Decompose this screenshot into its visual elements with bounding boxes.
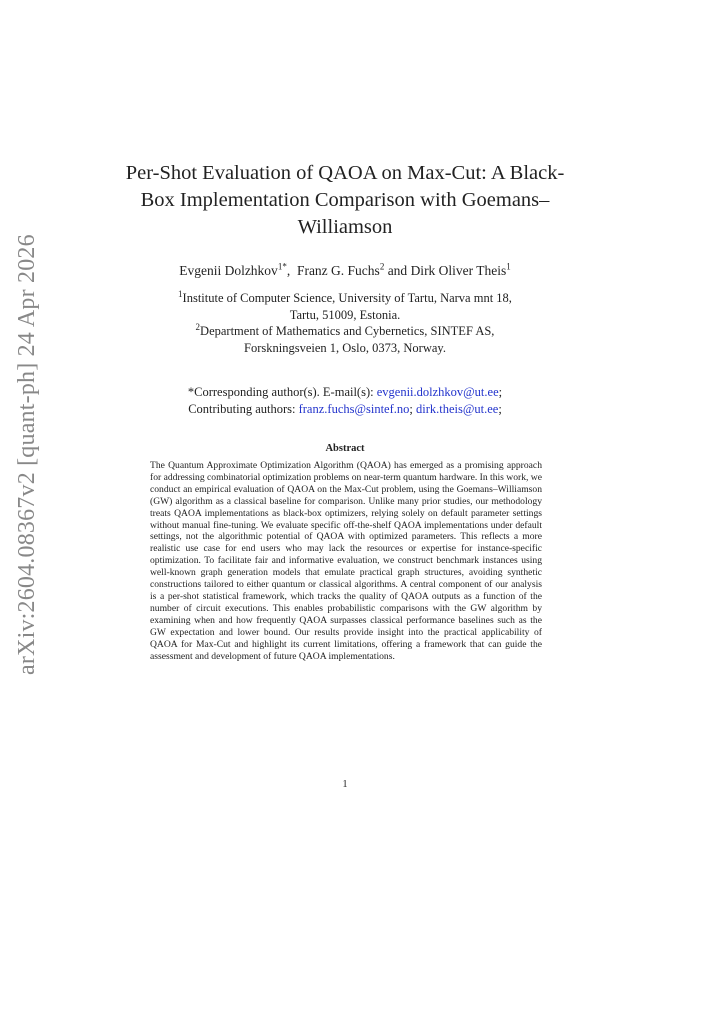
author-separator: and <box>384 263 411 278</box>
abstract-text: The Quantum Approximate Optimization Algorithm (QAOA) has emerged as a promising approach for addressing combinatorial optimization problems on near-term quantum hardware. In this work, we conduct an empirical evaluation of QAOA on the Max-Cut problem, using the Goemans–Williamson (GW) algorithm as a classical baseline for comparison. Unlike many prior studies, our methodology treats QAOA implementations as black-box optimizers, relying solely on default parameter settings without manual fine-tuning. We evaluate specific off-the-shelf QAOA implementations under default settings, not the algorithmic potential of QAOA with optimized parameters. This reflects a more realistic use case for end users who may lack the resources or expertise for instance-specific optimization. To facilitate fair and informative evaluation, we construct benchmark instances using well-known graph generation models that emulate practical graph structures, avoiding synthetic constructions tailored to either quantum or classical algorithms. A central component of our analysis is a per-shot statistical framework, which tracks the quality of QAOA outputs as a function of the number of circuit executions. This enables probabilistic comparisons with the GW algorithm by examining when and how frequently QAOA surpasses classical performance baselines such as the GW expectation and lower bound. Our results provide insight into the practical applicability of QAOA for Max-Cut and highlight its current limitations, offering a framework that can guide the assessment and development of future QAOA implementations. <box>150 460 542 662</box>
page-number: 1 <box>342 779 348 790</box>
corresponding-line <box>130 384 560 401</box>
affiliation-line: Tartu, 51009, Estonia. <box>289 307 401 322</box>
author-name: Franz G. Fuchs <box>296 263 380 278</box>
email-link[interactable]: evgenii.dolzhkov@ut.ee <box>376 385 499 399</box>
affil-mark: 2 <box>195 321 201 332</box>
affiliation-text: Institute of Computer Science, University of Tartu, Narva mnt 18, <box>182 291 512 305</box>
punct: ; <box>498 385 503 399</box>
email-link[interactable]: franz.fuchs@sintef.no <box>298 401 410 416</box>
author-affil-mark: 2 <box>379 261 385 272</box>
affil-mark: 1 <box>178 288 183 299</box>
abstract-heading: Abstract <box>325 443 365 454</box>
email-link[interactable]: dirk.theis@ut.ee <box>416 401 499 416</box>
author-name: Evgenii Dolzhkov <box>179 263 278 278</box>
corresponding-label: *Corresponding author(s). E-mail(s): <box>187 385 377 399</box>
affiliations <box>130 290 560 356</box>
affiliation-line <box>130 290 560 307</box>
punct: ; <box>409 401 416 416</box>
correspondence <box>130 384 560 417</box>
contributing-label: Contributing authors: <box>188 401 299 416</box>
author-list <box>120 262 570 280</box>
paper-title: Per-Shot Evaluation of QAOA on Max-Cut: A Black-Box Implementation Comparison with Goemans–Williamson <box>125 162 565 238</box>
author-name: Dirk Oliver Theis <box>410 263 507 278</box>
punct: ; <box>498 401 502 416</box>
contributing-line <box>130 401 560 418</box>
affiliation-text: Department of Mathematics and Cybernetics, SINTEF AS, <box>200 324 495 338</box>
author-separator: , <box>286 263 297 278</box>
author-affil-mark: 1* <box>277 261 287 272</box>
arxiv-stamp: arXiv:2604.08367v2 [quant-ph] 24 Apr 2026 <box>14 234 40 675</box>
affiliation-line <box>130 323 560 340</box>
affiliation-line: Forskningsveien 1, Oslo, 0373, Norway. <box>244 340 446 355</box>
author-affil-mark: 1 <box>506 261 511 272</box>
